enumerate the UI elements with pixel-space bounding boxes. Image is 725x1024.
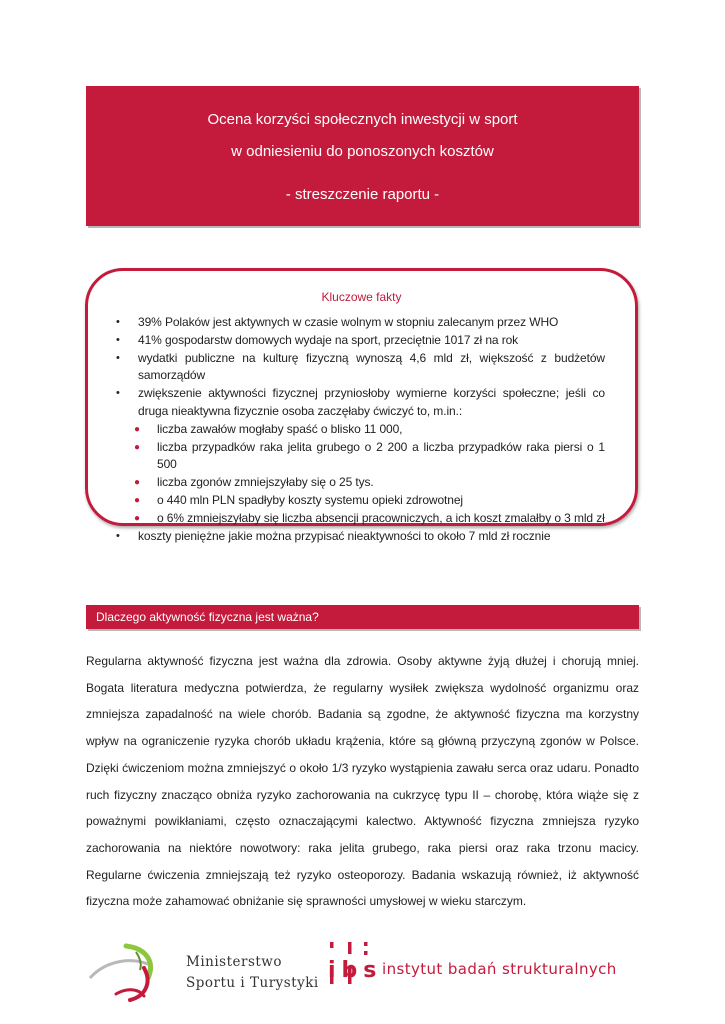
red-bullet-icon: ●: [134, 477, 140, 489]
bullet-icon: •: [116, 351, 120, 364]
bullet-icon: •: [116, 529, 120, 542]
bullet-icon: •: [116, 387, 120, 400]
bullet-icon: •: [116, 333, 120, 346]
ibs-name: instytut badań strukturalnych: [382, 960, 617, 978]
section-paragraph: Regularna aktywność fizyczna jest ważna dla zdrowia. Osoby aktywne żyją dłużej i chorują mniej. Bogata literatura medyczna potwierdza, że regularny wysiłek zwiększa wydolność organizmu oraz zmniejsza zapadalność na wiele chorób. Badania są zgodne, że aktywność fizyczna ma korzystny wpływ na ograniczenie ryzyka chorób układu krążenia, które są główną przyczyną zgonów w Polsce. Dzięki ćwiczeniom można zmniejszyć o około 1/3 ryzyko wystąpienia zawału serca oraz udaru. Ponadto ruch fizyczny znacząco obniża ryzyko zachorowania na cukrzycę typu II – chorobę, która wiąże się z poważnymi powikłaniami, często oznaczającymi kalectwo. Aktywność fizyczna zmniejsza ryzyko zachorowania na niektóre nowotwory: raka jelita grubego, raka piersi oraz raka trzonu macicy. Regularne ćwiczenia zmniejszają też ryzyko osteoporozy. Badania wskazują również, iż aktywność fizyczna może zahamować obniżanie się sprawności umysłowej w wieku starczym.: [86, 654, 639, 909]
fact-item: • 41% gospodarstw domowych wydaje na sport, przeciętnie 1017 zł na rok: [116, 332, 605, 350]
section-heading: Dlaczego aktywność fizyczna jest ważna?: [96, 610, 319, 624]
fact-sub-item: ● liczba przypadków raka jelita grubego o 2 200 a liczba przypadków raka piersi o 1 500: [134, 439, 605, 472]
ministry-logo: [86, 938, 326, 1008]
fact-sub-item: ● liczba zawałów mogłaby spaść o blisko 11 000,: [116, 421, 605, 439]
ibs-mark-text: ibs: [328, 958, 383, 983]
fact-sub-item: ● o 440 mln PLN spadłyby koszty systemu opieki zdrowotnej: [116, 492, 605, 510]
red-bullet-icon: ●: [134, 441, 140, 453]
ministry-swoosh-icon: [86, 938, 166, 1008]
report-subtitle: - streszczenie raportu -: [285, 186, 440, 203]
fact-item: • koszty pieniężne jakie można przypisać nieaktywności to około 7 mld zł rocznie: [116, 528, 605, 546]
red-bullet-icon: ●: [134, 423, 140, 435]
fact-item: • wydatki publiczne na kulturę fizyczną wynoszą 4,6 mld zł, większość z budżetów samorządów: [116, 350, 605, 383]
red-bullet-icon: ●: [134, 494, 140, 506]
fact-item: • 39% Polaków jest aktywnych w czasie wolnym w stopniu zalecanym przez WHO: [116, 314, 605, 332]
fact-sub-item: ● liczba zgonów zmniejszyłaby się o 25 tys.: [116, 474, 605, 492]
key-facts-title: Kluczowe fakty: [321, 290, 402, 304]
fact-item: • zwiększenie aktywności fizycznej przyniosłoby wymierne korzyści społeczne; jeśli co druga nieaktywna fizycznie osoba zaczęłaby ćwiczyć to, m.in.:: [116, 386, 605, 418]
key-facts-box: [85, 268, 638, 543]
fact-sub-item: ● o 6% zmniejszyłaby się liczba absencji pracowniczych, a ich koszt zmalałby o 3 mld zł: [116, 510, 605, 528]
section-heading-bar: [86, 605, 639, 629]
bullet-icon: •: [116, 316, 120, 328]
report-title-line-2: w odniesieniu do ponoszonych kosztów: [231, 143, 494, 160]
report-title-box: [86, 86, 639, 226]
red-bullet-icon: ●: [134, 512, 140, 524]
ministry-name: Ministerstwo Sportu i Turystyki: [186, 954, 319, 991]
ibs-logo: [328, 942, 628, 1002]
report-title-line-1: Ocena korzyści społecznych inwestycji w sport: [207, 111, 518, 128]
key-facts-list: [116, 314, 605, 545]
